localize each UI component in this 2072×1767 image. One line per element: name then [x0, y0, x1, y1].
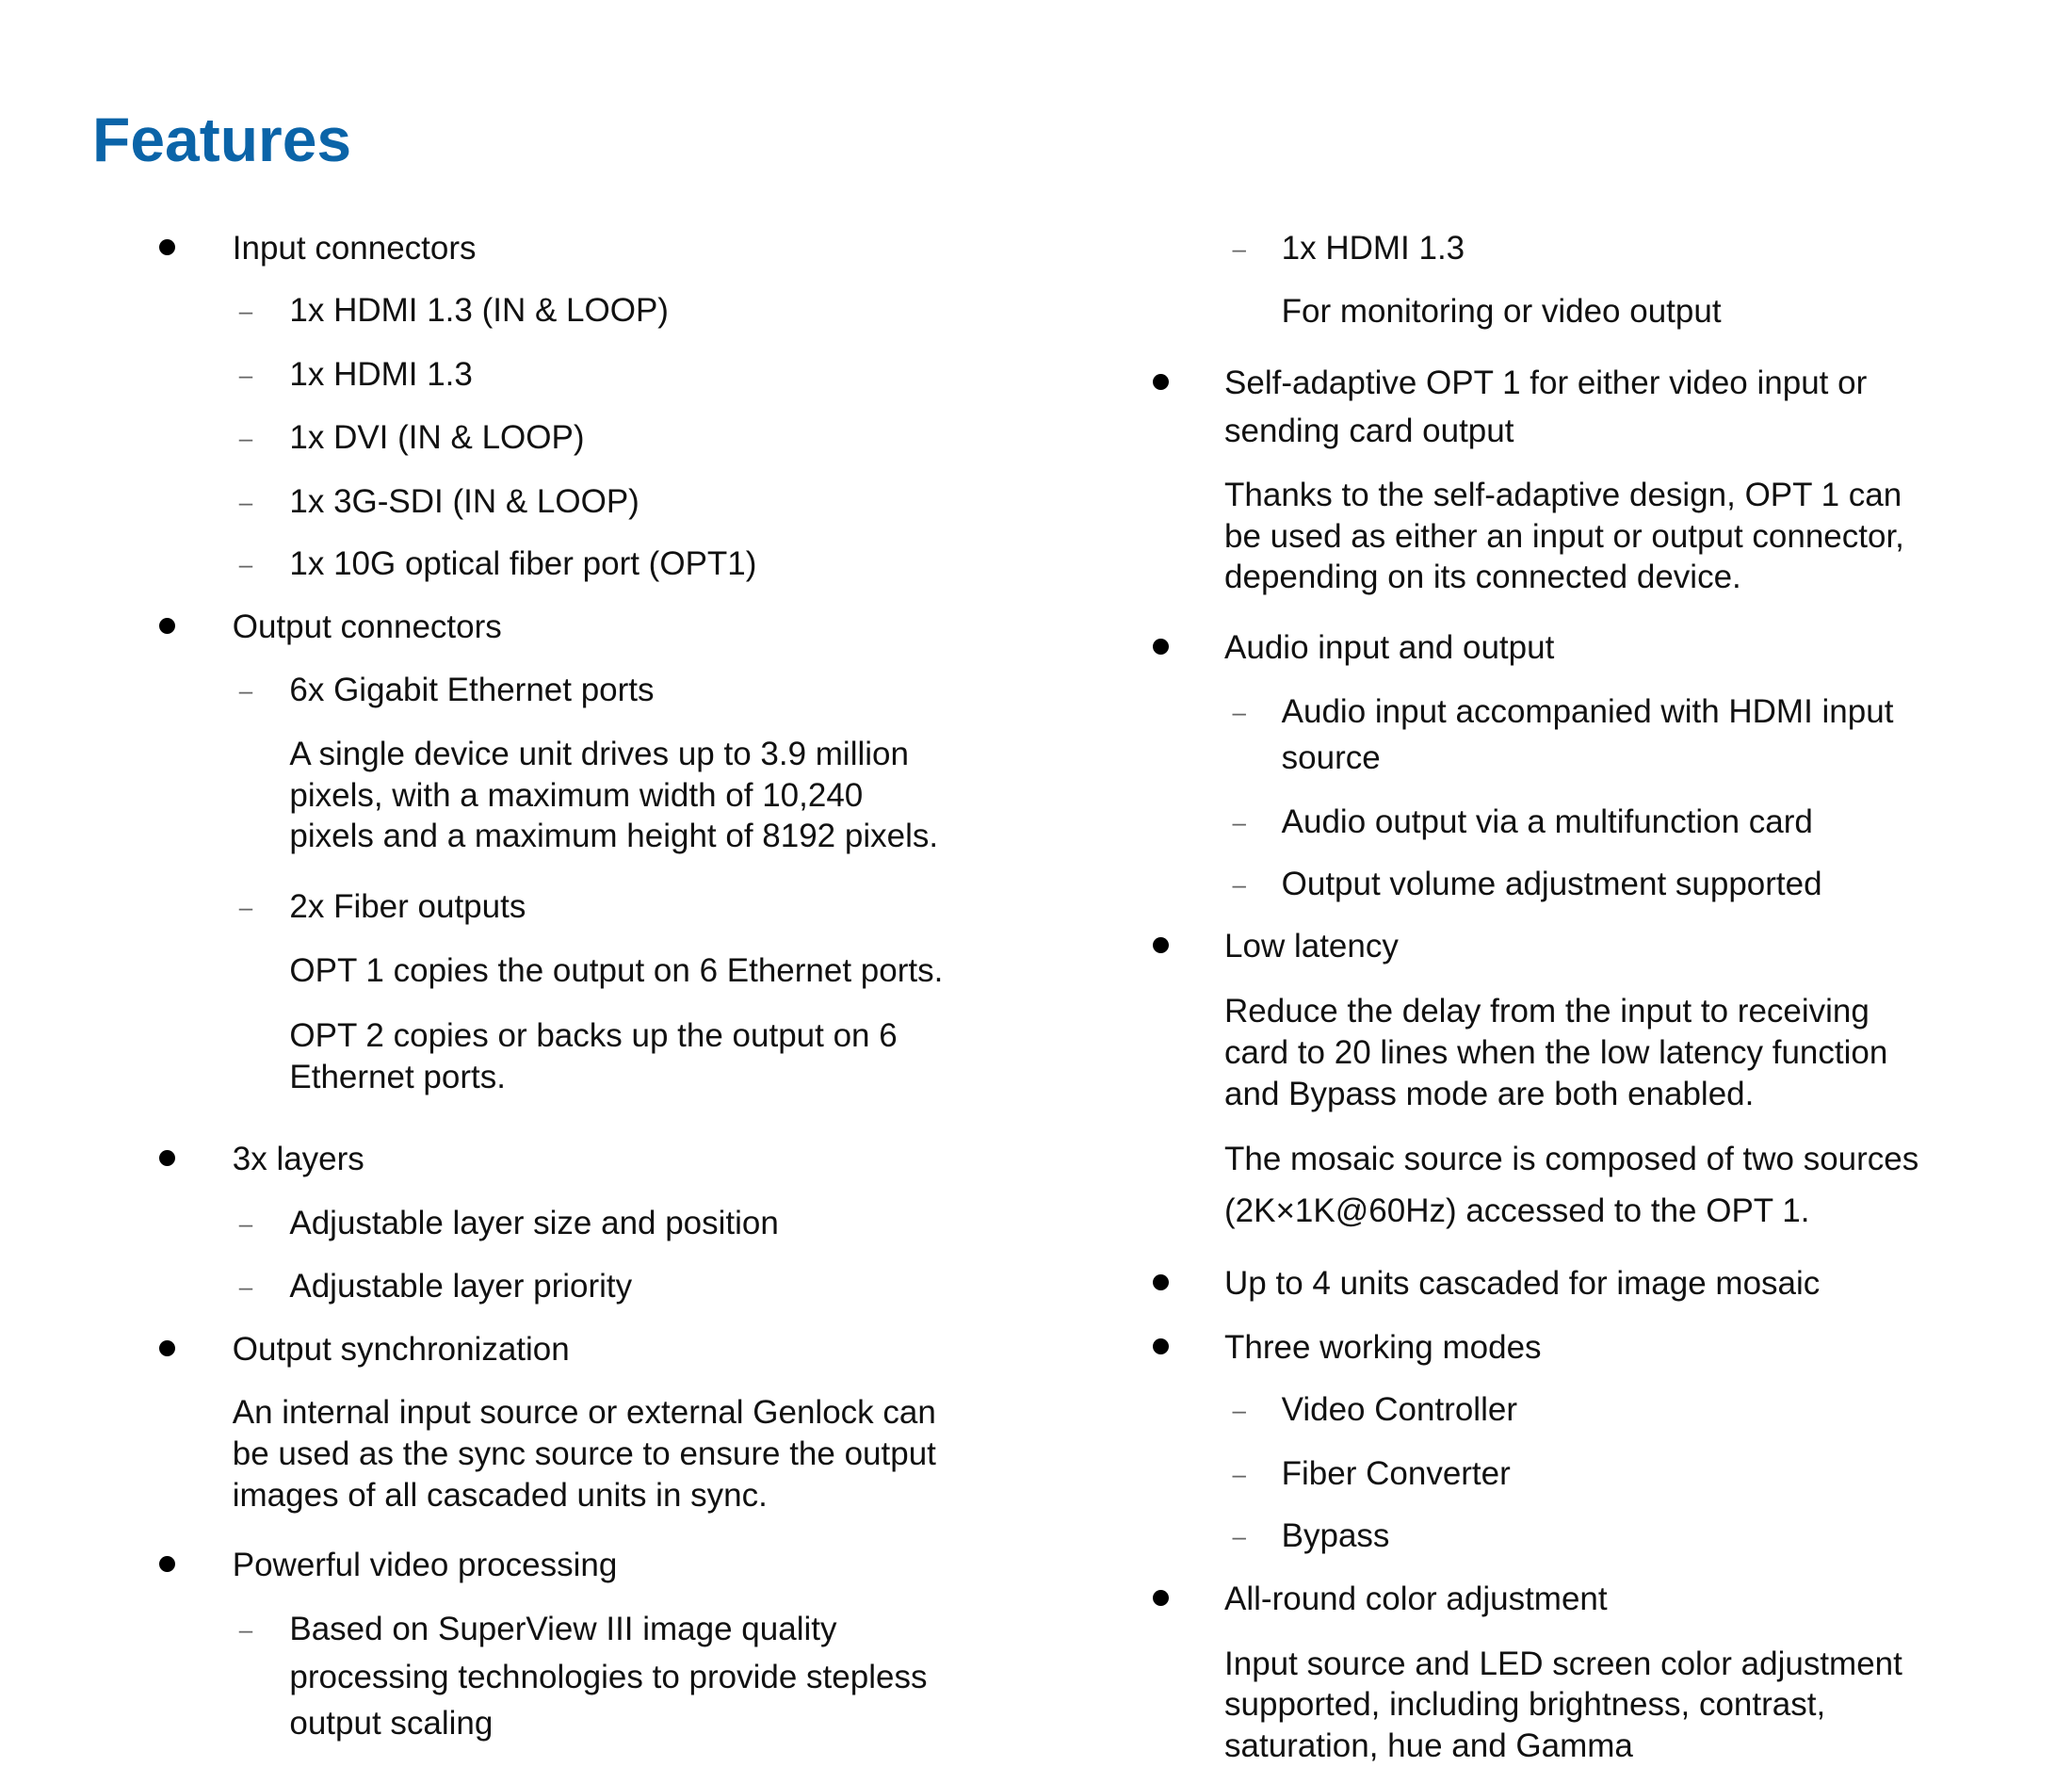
- feature-subitem: 1x 10G optical fiber port (OPT1): [289, 545, 757, 583]
- feature-description: An internal input source or external Genlock can: [232, 1394, 936, 1432]
- feature-description: pixels and a maximum height of 8192 pixels.: [289, 818, 939, 855]
- feature-description: A single device unit drives up to 3.9 million: [289, 735, 909, 772]
- dash-bullet-icon: –: [238, 487, 253, 516]
- feature-heading: 3x layers: [232, 1140, 364, 1177]
- bullet-icon: [1153, 937, 1169, 953]
- feature-description: Ethernet ports.: [289, 1058, 506, 1095]
- feature-description: OPT 2 copies or backs up the output on 6: [289, 1016, 898, 1054]
- dash-bullet-icon: –: [238, 360, 253, 389]
- feature-heading: Input connectors: [232, 229, 477, 267]
- feature-description: Reduce the delay from the input to receiving: [1224, 993, 1870, 1030]
- feature-description: The mosaic source is composed of two sources: [1224, 1140, 1919, 1177]
- dash-bullet-icon: –: [1232, 697, 1246, 726]
- feature-subitem: 1x HDMI 1.3: [1281, 229, 1465, 267]
- feature-description: be used as either an input or output connector,: [1224, 517, 1904, 555]
- dash-bullet-icon: –: [238, 1615, 253, 1645]
- feature-heading: Audio input and output: [1224, 629, 1555, 667]
- dash-bullet-icon: –: [1232, 807, 1246, 836]
- feature-heading: Self-adaptive OPT 1 for either video input or: [1224, 365, 1868, 402]
- feature-description: be used as the sync source to ensure the output: [232, 1435, 936, 1472]
- feature-subitem: source: [1281, 739, 1381, 777]
- dash-bullet-icon: –: [1232, 1460, 1246, 1489]
- dash-bullet-icon: –: [238, 296, 253, 325]
- feature-subitem: output scaling: [289, 1705, 494, 1743]
- feature-heading: Low latency: [1224, 928, 1399, 965]
- bullet-icon: [159, 1556, 175, 1572]
- feature-description: For monitoring or video output: [1281, 293, 1722, 331]
- feature-description: Thanks to the self-adaptive design, OPT 1 can: [1224, 476, 1902, 513]
- bullet-icon: [1153, 1274, 1169, 1290]
- feature-description: (2K×1K@60Hz) accessed to the OPT 1.: [1224, 1192, 1810, 1229]
- bullet-icon: [1153, 639, 1169, 655]
- bullet-icon: [159, 1150, 175, 1166]
- dash-bullet-icon: –: [238, 1273, 253, 1302]
- feature-heading: Powerful video processing: [232, 1547, 618, 1584]
- feature-subitem: Adjustable layer priority: [289, 1268, 633, 1305]
- feature-subitem: 2x Fiber outputs: [289, 888, 526, 926]
- bullet-icon: [1153, 1338, 1169, 1354]
- feature-description: depending on its connected device.: [1224, 559, 1741, 596]
- feature-subitem: processing technologies to provide stepless: [289, 1658, 928, 1695]
- feature-description: Input source and LED screen color adjustment: [1224, 1645, 1902, 1682]
- dash-bullet-icon: –: [1232, 870, 1246, 900]
- feature-subitem: 1x DVI (IN & LOOP): [289, 419, 585, 457]
- feature-subitem: Audio output via a multifunction card: [1281, 802, 1813, 840]
- bullet-icon: [1153, 374, 1169, 390]
- feature-description: and Bypass mode are both enabled.: [1224, 1075, 1755, 1112]
- feature-description: card to 20 lines when the low latency function: [1224, 1034, 1888, 1072]
- dash-bullet-icon: –: [1232, 234, 1246, 263]
- feature-subitem: 6x Gigabit Ethernet ports: [289, 672, 655, 709]
- feature-subitem: 1x HDMI 1.3 (IN & LOOP): [289, 291, 669, 329]
- feature-subitem: Bypass: [1281, 1517, 1390, 1555]
- feature-subitem: Output volume adjustment supported: [1281, 866, 1822, 903]
- feature-heading: All-round color adjustment: [1224, 1580, 1608, 1617]
- bullet-icon: [1153, 1590, 1169, 1606]
- feature-subitem: Fiber Converter: [1281, 1455, 1511, 1493]
- feature-subitem: Audio input accompanied with HDMI input: [1281, 692, 1894, 730]
- bullet-icon: [159, 239, 175, 255]
- feature-heading: Three working modes: [1224, 1329, 1542, 1367]
- feature-subitem: 1x 3G-SDI (IN & LOOP): [289, 482, 639, 520]
- feature-subitem: 1x HDMI 1.3: [289, 355, 473, 393]
- feature-heading: sending card output: [1224, 413, 1514, 450]
- feature-description: supported, including brightness, contrast,: [1224, 1686, 1826, 1724]
- feature-subitem: Based on SuperView III image quality: [289, 1611, 837, 1648]
- feature-subitem: Adjustable layer size and position: [289, 1204, 779, 1241]
- feature-heading: Output synchronization: [232, 1330, 570, 1368]
- dash-bullet-icon: –: [1232, 1522, 1246, 1551]
- bullet-icon: [159, 1340, 175, 1356]
- dash-bullet-icon: –: [238, 676, 253, 705]
- dash-bullet-icon: –: [238, 1208, 253, 1238]
- dash-bullet-icon: –: [1232, 1396, 1246, 1425]
- dash-bullet-icon: –: [238, 550, 253, 579]
- dash-bullet-icon: –: [238, 893, 253, 922]
- feature-subitem: Video Controller: [1281, 1391, 1517, 1429]
- feature-heading: Up to 4 units cascaded for image mosaic: [1224, 1265, 1821, 1303]
- feature-description: OPT 1 copies the output on 6 Ethernet ports.: [289, 951, 944, 989]
- dash-bullet-icon: –: [238, 424, 253, 453]
- page-title: Features: [92, 105, 352, 174]
- bullet-icon: [159, 618, 175, 634]
- feature-description: saturation, hue and Gamma: [1224, 1727, 1633, 1765]
- feature-heading: Output connectors: [232, 608, 502, 645]
- feature-description: images of all cascaded units in sync.: [232, 1476, 768, 1514]
- feature-description: pixels, with a maximum width of 10,240: [289, 776, 864, 814]
